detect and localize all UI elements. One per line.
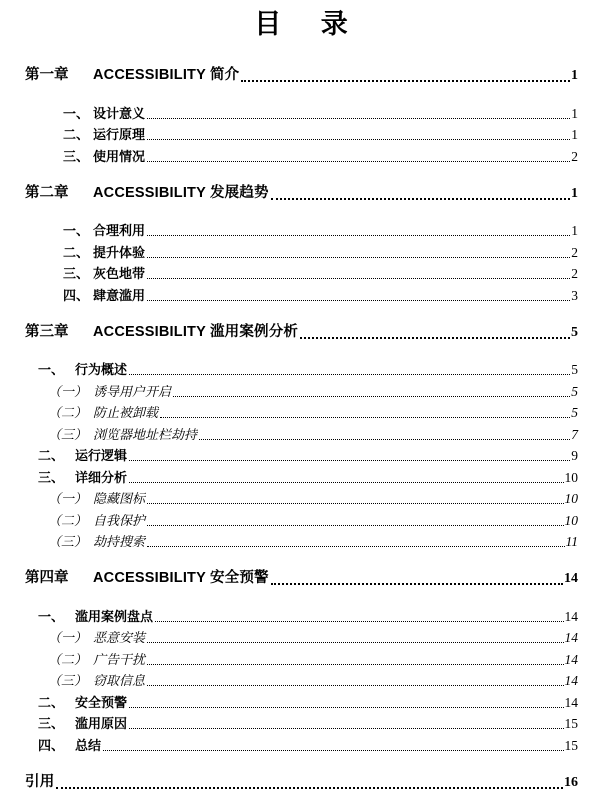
toc-entry-number: （三） [48,673,88,688]
toc-row-l1a[interactable] [25,239,578,261]
toc-entry-page: 14 [564,673,578,688]
dot-leader [147,664,563,665]
dot-leader [241,80,570,82]
toc-row-l2[interactable] [25,507,578,529]
toc-row-chapter[interactable] [25,320,578,342]
toc-entry-page: 15 [564,716,578,731]
toc-entry-number: 一、 [38,608,65,624]
dot-leader [160,417,570,418]
toc-row-l1a[interactable] [25,218,578,240]
toc-entry-number: （一） [48,383,88,399]
toc-entry-title: 滥用案例盘点 [75,608,154,624]
toc-row-chapter[interactable] [25,63,578,85]
toc-entry-number: （二） [48,651,88,667]
dot-leader [271,583,563,585]
toc-entry-title: ACCESSIBILITY 安全预警 [93,570,269,586]
toc-entry-page: 15 [564,737,578,753]
toc-entry-page: 16 [564,774,578,790]
dot-leader [147,525,563,526]
page-title: 目 录 [254,9,349,39]
toc-entry-title: 恶意安装 [93,630,146,645]
toc-entry-page: 14 [564,651,578,667]
dot-leader [129,728,563,729]
dot-leader [147,546,564,547]
toc-entry-page: 5 [571,362,578,377]
toc-row-l1a[interactable] [25,143,578,165]
toc-row-l1b[interactable] [25,357,578,379]
toc-entry-title: 详细分析 [75,469,128,485]
toc-entry-number: 一、 [63,105,90,121]
toc-entry-title: 设计意义 [93,105,146,121]
toc-entry-page: 10 [564,512,578,528]
toc-entry-number: （三） [48,534,88,549]
dot-leader [155,621,563,622]
toc-row-chapter[interactable] [25,181,578,203]
toc-row-l2[interactable] [25,529,578,551]
toc-row-ref[interactable] [25,770,578,792]
toc-entry-title: 肆意滥用 [93,287,146,303]
toc-entry-title: 运行逻辑 [75,448,128,463]
toc-row-l2[interactable] [25,646,578,668]
toc-row-l1b[interactable] [25,443,578,465]
toc-entry-page: 2 [571,266,578,281]
toc-entry-number: （一） [48,491,88,506]
toc-entry-title: 使用情况 [93,148,146,164]
toc-entry-page: 1 [571,223,578,238]
dot-leader [147,503,563,504]
toc-entry-title: 隐藏图标 [93,491,146,506]
toc-entry-title: 引用 [25,773,55,790]
toc-entry-title: ACCESSIBILITY 简介 [93,67,240,83]
toc-entry-number: 第四章 [25,570,69,586]
toc-entry-number: 二、 [38,694,65,710]
toc-entry-page: 1 [571,68,578,83]
toc-entry-title: 合理利用 [93,223,146,238]
toc-entry-page: 9 [571,448,578,463]
toc-entry-number: 二、 [63,127,90,142]
toc-entry-number: 三、 [63,266,90,281]
toc-entry-title: 诱导用户开启 [93,383,172,399]
toc-entry-number: （二） [48,405,88,420]
toc-entry-number: 一、 [63,223,90,238]
toc-row-l1a[interactable] [25,100,578,122]
toc-row-l1a[interactable] [25,282,578,304]
dot-leader [173,396,570,397]
toc-row-l2[interactable] [25,421,578,443]
toc-entry-page: 10 [564,469,578,485]
toc-entry-page: 2 [571,244,578,260]
toc-entry-number: 二、 [38,448,65,463]
toc-entry-title: ACCESSIBILITY 滥用案例分析 [93,323,299,340]
dot-leader [129,707,563,708]
toc-entry-title: 灰色地带 [93,266,146,281]
toc-entry-title: 行为概述 [75,362,128,377]
toc-row-l1b[interactable] [25,689,578,711]
toc-entry-page: 11 [565,534,578,549]
toc-entry-page: 2 [571,148,578,164]
toc-entry-number: 三、 [38,469,65,485]
dot-leader [300,337,570,339]
toc-list [25,63,578,792]
toc-entry-title: ACCESSIBILITY 发展趋势 [93,184,269,201]
toc-entry-number: （二） [48,512,88,528]
toc-row-l2[interactable] [25,400,578,422]
dot-leader [129,374,570,375]
toc-entry-number: 第三章 [25,323,69,340]
toc-entry-page: 1 [571,127,578,142]
toc-row-l1a[interactable] [25,261,578,283]
dot-leader [147,161,570,162]
toc-entry-page: 5 [571,383,578,399]
toc-entry-number: 三、 [63,148,90,164]
dot-leader [103,750,563,751]
toc-entry-page: 1 [571,185,578,201]
toc-entry-page: 5 [571,405,578,420]
dot-leader [147,278,570,279]
toc-row-l2[interactable] [25,625,578,647]
dot-leader [147,235,570,236]
dot-leader [147,257,570,258]
dot-leader [147,642,563,643]
toc-entry-page: 5 [571,324,578,340]
toc-entry-number: 一、 [38,362,65,377]
toc-row-l2[interactable] [25,486,578,508]
toc-row-l1b[interactable] [25,464,578,486]
dot-leader [147,685,563,686]
dot-leader [56,787,563,789]
toc-entry-number: 二、 [63,244,90,260]
toc-entry-title: 运行原理 [93,127,146,142]
toc-entry-title: 提升体验 [93,244,146,260]
toc-entry-page: 14 [564,694,578,710]
toc-entry-title: 浏览器地址栏劫持 [93,426,198,442]
toc-entry-page: 14 [564,630,578,645]
toc-row-l2[interactable] [25,668,578,690]
toc-entry-page: 7 [571,426,578,442]
toc-entry-number: 四、 [38,737,65,753]
toc-entry-title: 劫持搜索 [93,534,146,549]
toc-row-chapter[interactable] [25,566,578,588]
toc-entry-title: 滥用原因 [75,716,128,731]
toc-entry-title: 广告干扰 [93,651,146,667]
toc-entry-number: （一） [48,630,88,645]
toc-entry-title: 防止被卸载 [93,405,159,420]
toc-entry-number: 四、 [63,287,90,303]
toc-entry-page: 14 [564,608,578,624]
dot-leader [129,482,563,483]
toc-entry-title: 窃取信息 [93,673,146,688]
dot-leader [129,460,570,461]
dot-leader [147,118,570,119]
dot-leader [147,300,570,301]
toc-entry-title: 安全预警 [75,694,128,710]
dot-leader [147,139,570,140]
dot-leader [271,198,570,200]
toc-row-l1b[interactable] [25,711,578,733]
toc-entry-number: （三） [48,426,88,442]
toc-row-l1a[interactable] [25,122,578,144]
toc-entry-number: 第二章 [25,184,69,201]
toc-entry-title: 总结 [75,737,102,753]
dot-leader [199,439,570,440]
toc-entry-page: 10 [564,491,578,506]
toc-row-l1b[interactable] [25,603,578,625]
toc-entry-page: 3 [571,287,578,303]
toc-row-l2[interactable] [25,378,578,400]
toc-entry-title: 自我保护 [93,512,146,528]
toc-entry-page: 1 [571,105,578,121]
toc-row-l1b[interactable] [25,732,578,754]
toc-entry-number: 第一章 [25,67,69,83]
toc-entry-page: 14 [564,571,578,586]
toc-entry-number: 三、 [38,716,65,731]
